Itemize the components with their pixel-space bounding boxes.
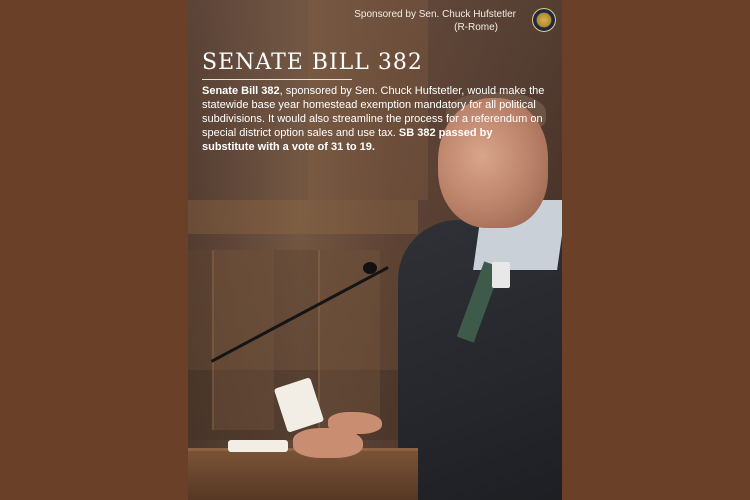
sponsor-credit — [316, 8, 516, 34]
name-badge — [492, 262, 510, 288]
bill-title: SENATE BILL 382 — [202, 50, 423, 75]
sponsor-line: Sponsored by Sen. Chuck Hufstetler — [354, 9, 516, 20]
microphone-icon — [363, 262, 377, 274]
paper-sheet — [228, 440, 288, 452]
state-senate-seal-icon — [532, 8, 556, 32]
bill-lead: Senate Bill 382 — [202, 85, 280, 97]
bill-description — [202, 84, 547, 154]
wood-panel — [188, 200, 418, 234]
bill-body: , sponsored by Sen. Chuck Hufstetler, would make the statewide base year homestead exemption mandatory for all political subdivisions. It would also streamline the process for a referendum on special district option sales and use tax. — [202, 85, 545, 139]
bill-result: SB 382 passed by substitute with a vote of 31 to 19. — [202, 127, 493, 153]
wood-pillar — [212, 250, 274, 430]
podium — [188, 448, 418, 500]
senator-hand — [328, 412, 382, 434]
bill-graphic — [188, 0, 562, 500]
title-divider — [202, 79, 352, 80]
sponsor-district: (R-Rome) — [454, 22, 498, 33]
